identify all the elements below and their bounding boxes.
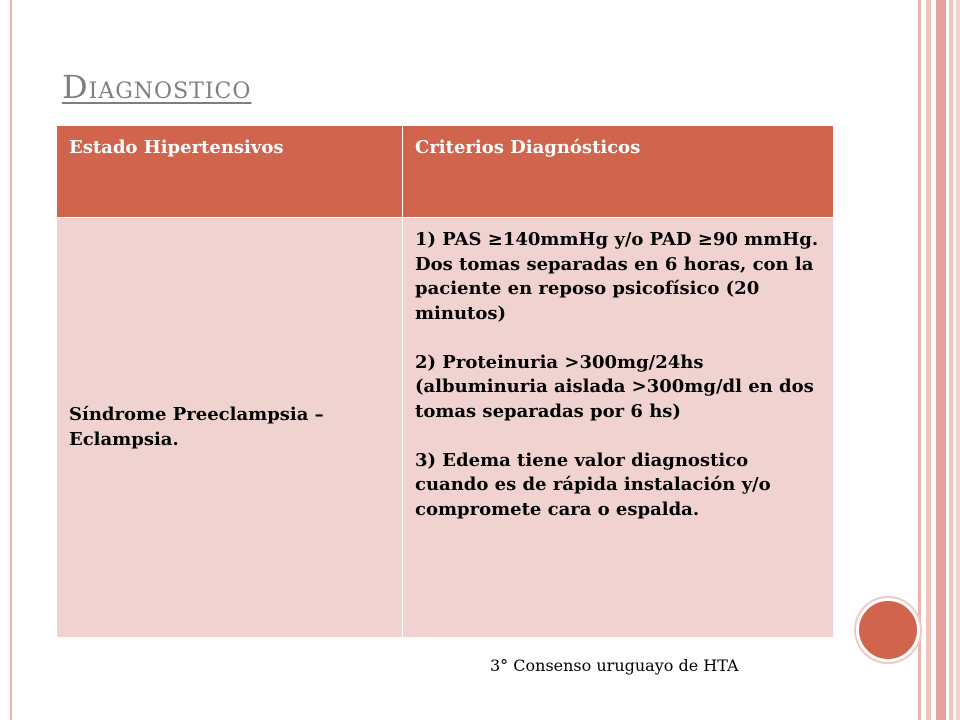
- stripe: [918, 0, 921, 720]
- decorative-stripes: [918, 0, 960, 720]
- criteria-cell: [403, 218, 834, 638]
- source-citation: 3° Consenso uruguayo de HTA: [490, 656, 739, 675]
- header-estado: Estado Hipertensivos: [57, 126, 403, 218]
- stripe: [926, 0, 931, 720]
- stripe: [949, 0, 953, 720]
- table-header-row: [57, 126, 834, 218]
- decorative-circle: [856, 598, 920, 662]
- state-cell: Síndrome Preeclampsia – Eclampsia.: [57, 218, 403, 638]
- table-row: [57, 218, 834, 638]
- slide-left-border: [0, 0, 12, 720]
- slide-title: Diagnostico: [62, 68, 252, 106]
- criterion-1: 1) PAS ≥140mmHg y/o PAD ≥90 mmHg. Dos tomas separadas en 6 horas, con la paciente en reposo psicofísico (20 minutos): [415, 229, 819, 324]
- stripe: [956, 0, 960, 720]
- diagnostic-criteria-table: [56, 125, 834, 638]
- criterion-2: 2) Proteinuria >300mg/24hs (albuminuria aislada >300mg/dl en dos tomas separadas por 6 hs): [415, 351, 814, 422]
- criterion-3: 3) Edema tiene valor diagnostico cuando es de rápida instalación y/o compromete cara o espalda.: [415, 449, 771, 520]
- stripe: [936, 0, 946, 720]
- header-criterios: Criterios Diagnósticos: [403, 126, 834, 218]
